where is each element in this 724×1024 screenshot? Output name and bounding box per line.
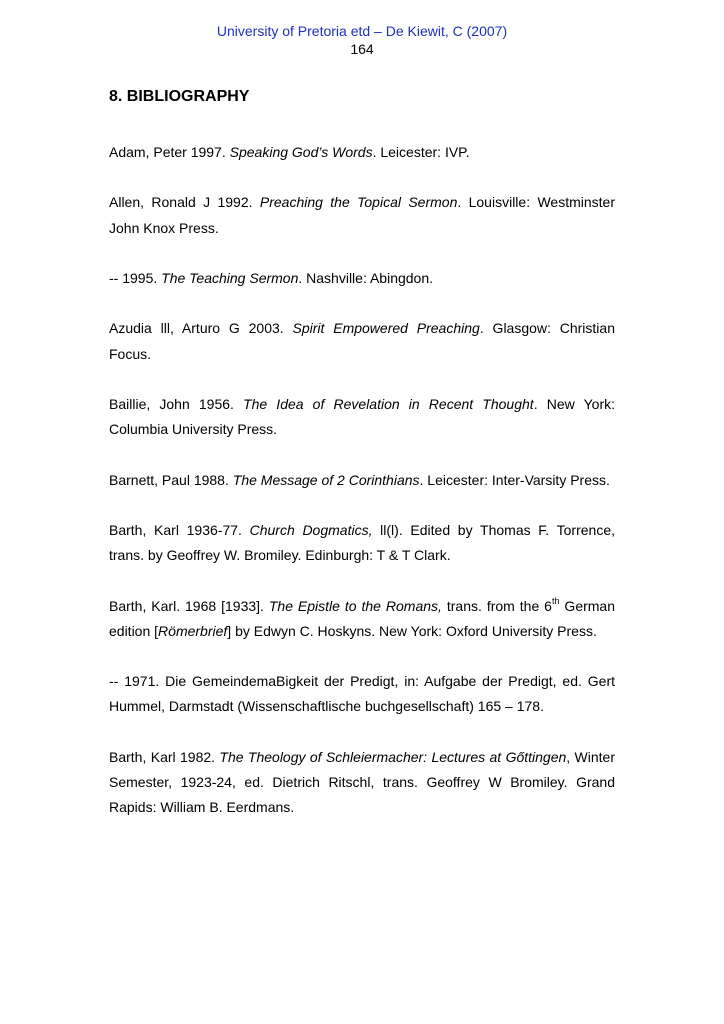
page-header xyxy=(0,22,724,58)
bibliography-entry-barth-1968: Barth, Karl. 1968 [1933]. The Epistle to the Romans, trans. from the 6th German edition [Römerbrief] by Edwyn C. Hoskyns. New York: Oxford University Press. xyxy=(109,595,615,639)
bibliography-entry-barth-1971: -- 1971. Die GemeindemaBigkeit der Predigt, in: Aufgabe der Predigt, ed. Gert Hummel, Darmstadt (Wissenschaftlische buchgesellschaft) 165 – 178. xyxy=(109,673,615,715)
bibliography-entry-azudia: Azudia lll, Arturo G 2003. Spirit Empowered Preaching. Glasgow: Christian Focus. xyxy=(109,320,615,362)
bibliography-entry-baillie: Baillie, John 1956. The Idea of Revelation in Recent Thought. New York: Columbia University Press. xyxy=(109,395,615,438)
section-title: 8. BIBLIOGRAPHY xyxy=(109,88,250,105)
page-number: 164 xyxy=(350,41,374,57)
bibliography-entry-allen-1995: -- 1995. The Teaching Sermon. Nashville: Abingdon. xyxy=(109,269,434,286)
bibliography-entry-barth-1936: Barth, Karl 1936-77. Church Dogmatics, ll(l). Edited by Thomas F. Torrence, trans. by Geoffrey W. Bromiley. Edinburgh: T & T Clark. xyxy=(109,521,615,564)
bibliography-list xyxy=(109,140,615,846)
source-header: University of Pretoria etd – De Kiewit, C (2007) xyxy=(216,23,508,39)
bibliography-entry-adam: Adam, Peter 1997. Speaking God’s Words. Leicester: IVP. xyxy=(109,144,470,160)
bibliography-entry-barnett: Barnett, Paul 1988. The Message of 2 Corinthians. Leicester: Inter-Varsity Press. xyxy=(109,471,610,488)
bibliography-entry-barth-1982: Barth, Karl 1982. The Theology of Schleiermacher: Lectures at Gőttingen, Winter Semester, 1923-24, ed. Dietrich Ritschl, trans. Geoffrey W Bromiley. Grand Rapids: William B. Eerdmans. xyxy=(109,748,615,816)
bibliography-entry-allen: Allen, Ronald J 1992. Preaching the Topical Sermon. Louisville: Westminster John Knox Press. xyxy=(109,194,615,236)
